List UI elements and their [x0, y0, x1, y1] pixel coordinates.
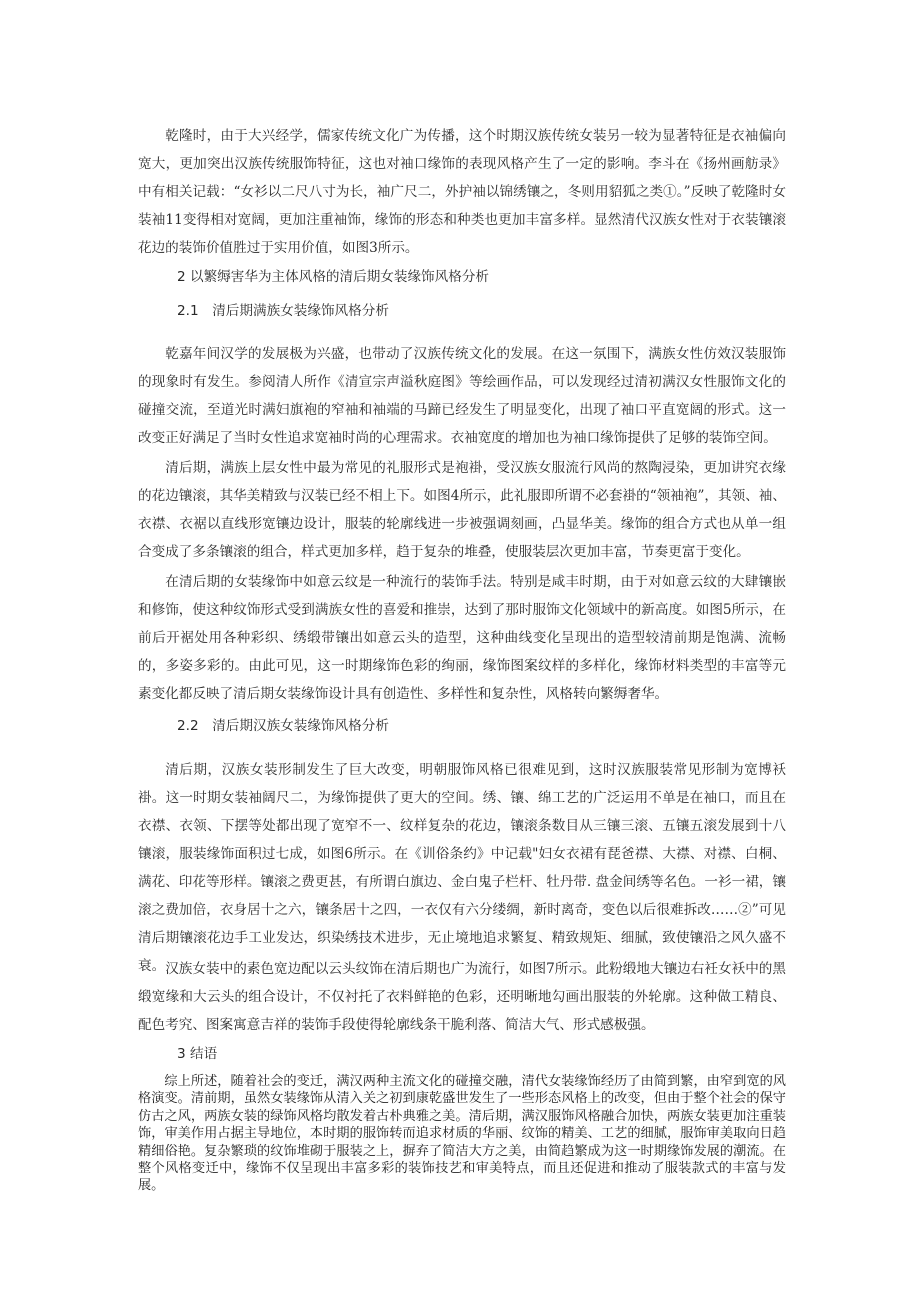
paragraph-qianlong: 乾隆时，由于大兴经学，儒家传统文化广为传播，这个时期汉族传统女装另一较为显著特征是衣袖偏向宽大，更加突出汉族传统服饰特征，这也对袖口缘饰的表现风格产生了一定的影响。李斗在《扬州画舫录》中有相关记载：“女衫以二尺八寸为长，袖广尺二，外护袖以锦绣镶之，冬则用貂狐之类①。”反映了乾隆时女装袖11变得相对宽阔，更加注重袖饰，缘饰的形态和种类也更加丰富多样。显然清代汉族女性对于衣装镶滚花边的装饰价值胜过于实用价值，如图3所示。 [138, 128, 786, 256]
paragraph-manchu-robe: 清后期，满族上层女性中最为常见的礼服形式是袍褂，受汉族女服流行风尚的熬陶浸染，更加讲究衣缘的花边镶滚，其华美精致与汉装已经不相上下。如图4所示，此礼服即所谓不必套褂的“领袖袍”，其领、袖、衣襟、衣裾以直线形宽镶边设计，服装的轮廓线进一步被强调刻画，凸显华美。缘饰的组合方式也从单一组合变成了多条镶滚的组合，样式更加多样，趋于复杂的堆叠，使服装层次更加丰富，节奏更富于变化。 [138, 460, 786, 560]
paragraph-qianjia: 乾嘉年间汉学的发展极为兴盛，也带动了汉族传统文化的发展。在这一氛围下，满族女性仿效汉装服饰的现象时有发生。参阅清人所作《清宣宗声溢秋庭图》等绘画作品，可以发现经过清初满汉女性服饰文化的碰撞交流，至道光时满妇旗袍的窄袖和袖端的马蹄已经发生了明显变化，出现了袖口平直宽阔的形式。这一改变正好满足了当时女性追求宽袖时尚的心理需求。衣袖宽度的增加也为袖口缘饰提供了足够的装饰空间。 [138, 346, 786, 446]
section-heading-3: 3 结语 [177, 1046, 218, 1062]
subsection-heading-2-2: 2.2 清后期汉族女装缘饰风格分析 [177, 718, 389, 734]
paragraph-han-late-qing: 清后期，汉族女装形制发生了巨大改变，明朝服饰风格已很难见到，这时汉族服装常见形制为宽博袄褂。这一时期女装袖阔尺二，为缘饰提供了更大的空间。绣、镶、绵工艺的广泛运用不单是在袖口，而且在衣襟、衣领、下摆等处都出现了宽窄不一、纹样复杂的花边，镶滚条数目从三镶三滚、五镶五滚发展到十八镶滚，服装缘饰面积过七成，如图6所示。在《训俗条约》中记载"妇女衣裙有琵爸襟、大襟、对襟、白桐、满花、印花等形样。镶滚之费更甚，有所谓白旗边、金白鬼子栏杆、牡丹带. 盘金间绣等名色。一衫一裙，镶滚之费加倍，衣身居十之六，镶条居十之四，一衣仅有六分缕绸，新时离奇，变色以后很难拆改……②”可见清后期镶滚花边手工业发达，织染绣技术进步，无止境地追求繁复、精致规矩、细腻，致使镶沿之风久盛不衰。 [138, 762, 786, 974]
paragraph-ruyi-cloud: 在清后期的女装缘饰中如意云纹是一种流行的装饰手法。特别是咸丰时期，由于对如意云纹的大肆镶嵌和修饰，使这种纹饰形式受到满族女性的喜爱和推崇，达到了那时服饰文化领域中的新高度。如图5所示，在前后开裾处用各种彩织、绣缎带镶出如意云头的造型，这种曲线变化呈现出的造型较清前期是饱满、流畅的，多姿多彩的。由此可见，这一时期缘饰色彩的绚丽，缘饰图案纹样的多样化，缘饰材料类型的丰富等元素变化都反映了清后期女装缘饰设计具有创造性、多样性和复杂性，风格转向繁缛奢华。 [138, 574, 786, 702]
section-heading-2: 2 以繁缛害华为主体风格的清后期女装缘饰风格分析 [177, 269, 490, 285]
subsection-heading-2-1: 2.1 清后期满族女装缘饰风格分析 [177, 303, 389, 319]
paragraph-conclusion: 综上所述，随着社会的变迁，满汉两种主流文化的碰撞交融，清代女装缘饰经历了由简到繁，由窄到宽的风格演变。清前期，虽然女装缘饰从清入关之初到康乾盛世发生了一些形态风格上的改变，但由于整个社会的保守仿古之风，两族女装的绿饰风格均散发着古朴典雅之美。清后期，满汉服饰风格融合加快，两族女装更加注重装饰，审美作用占据主导地位，本时期的服饰转而追求材质的华丽、纹饰的精美、工艺的细腻，服饰审美取向日趋精细俗艳。复杂繁琐的纹饰堆砌于服装之上，摒弃了简洁大方之美，由简趋繁成为这一时期缘饰发展的潮流。在整个风格变迁中，缘饰不仅呈现出丰富多彩的装饰技艺和审美特点，而且还促进和推动了服装款式的丰富与发展。 [138, 1074, 786, 1194]
paragraph-plain-border: 汉族女装中的素色宽边配以云头纹饰在清后期也广为流行，如图7所示。此粉缎地大镶边右衽女袄中的黑缎宽缘和大云头的组合设计，不仅衬托了衣料鲜艳的色彩，还明晰地勾画出服装的外轮廓。这种做工精良、配色考究、图案寓意吉祥的装饰手段使得轮廓线条干脆利落、简洁大气、形式感极强。 [138, 961, 786, 1033]
